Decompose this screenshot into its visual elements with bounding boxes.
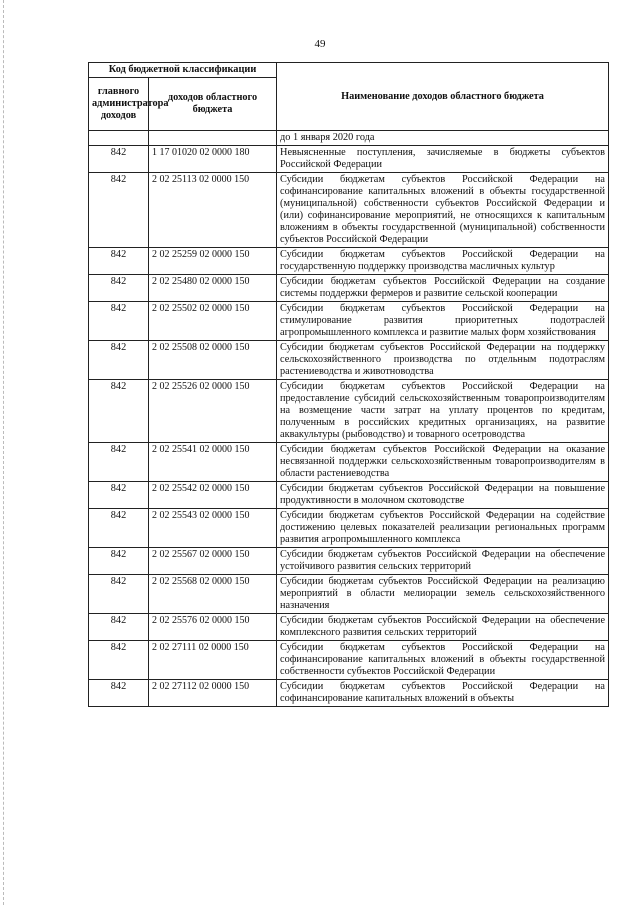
name-column-header: Наименование доходов областного бюджета: [277, 63, 609, 131]
income-name-cell: Субсидии бюджетам субъектов Российской Федерации на создание системы поддержки фермеров и развитие сельской кооперации: [277, 275, 609, 302]
admin-code-cell: 842: [89, 275, 149, 302]
admin-code-cell: 842: [89, 614, 149, 641]
scan-edge: [0, 0, 4, 905]
budget-classification-table: [88, 62, 609, 707]
admin-code-cell: 842: [89, 302, 149, 341]
income-code-cell: 2 02 25480 02 0000 150: [149, 275, 277, 302]
table-row: [89, 173, 609, 248]
income-code-cell: 2 02 25568 02 0000 150: [149, 575, 277, 614]
income-name-cell: Субсидии бюджетам субъектов Российской Федерации на софинансирование капитальных вложений в объекты государственной (муниципальной) собственности субъектов Российской Федерации и (или) софинансирование мероприятий, не относящихся к капитальным вложениям в объекты государственной (муниципальной) собственности субъектов Российской Федерации: [277, 173, 609, 248]
table-row: [89, 380, 609, 443]
income-name-cell: Субсидии бюджетам субъектов Российской Федерации на поддержку сельскохозяйственного производства по отдельным подотраслям растениеводства и животноводства: [277, 341, 609, 380]
table-row: [89, 302, 609, 341]
income-code-cell: 2 02 27112 02 0000 150: [149, 680, 277, 707]
admin-column-header: главного администратора доходов: [89, 78, 149, 131]
admin-code-cell: 842: [89, 680, 149, 707]
income-code-cell: 2 02 25567 02 0000 150: [149, 548, 277, 575]
table-row: [89, 509, 609, 548]
income-name-cell: Субсидии бюджетам субъектов Российской Федерации на обеспечение устойчивого развития сельских территорий: [277, 548, 609, 575]
continuation-admin-cell: [89, 131, 149, 146]
continuation-text: до 1 января 2020 года: [277, 131, 609, 146]
table-row: [89, 275, 609, 302]
income-code-cell: 2 02 25502 02 0000 150: [149, 302, 277, 341]
table-row: [89, 641, 609, 680]
income-code-cell: 1 17 01020 02 0000 180: [149, 146, 277, 173]
table-row: [89, 443, 609, 482]
income-name-cell: Субсидии бюджетам субъектов Российской Федерации на предоставление субсидий сельскохозяйственным товаропроизводителям на возмещение части затрат на уплату процентов по кредитам, полученным в российских кредитных организациях, на развитие аквакультуры (рыбоводство) и товарного осетроводства: [277, 380, 609, 443]
income-code-cell: 2 02 25526 02 0000 150: [149, 380, 277, 443]
income-name-cell: Субсидии бюджетам субъектов Российской Федерации на обеспечение комплексного развития сельских территорий: [277, 614, 609, 641]
admin-code-cell: 842: [89, 248, 149, 275]
income-code-cell: 2 02 25508 02 0000 150: [149, 341, 277, 380]
admin-code-cell: 842: [89, 380, 149, 443]
admin-code-cell: 842: [89, 509, 149, 548]
table-row: [89, 680, 609, 707]
income-name-cell: Субсидии бюджетам субъектов Российской Федерации на софинансирование капитальных вложений в объекты: [277, 680, 609, 707]
table-row: [89, 614, 609, 641]
income-code-cell: 2 02 25542 02 0000 150: [149, 482, 277, 509]
table-row: [89, 482, 609, 509]
income-code-cell: 2 02 27111 02 0000 150: [149, 641, 277, 680]
admin-code-cell: 842: [89, 641, 149, 680]
table-row: [89, 248, 609, 275]
income-code-cell: 2 02 25576 02 0000 150: [149, 614, 277, 641]
income-name-cell: Невыясненные поступления, зачисляемые в бюджеты субъектов Российской Федерации: [277, 146, 609, 173]
income-name-cell: Субсидии бюджетам субъектов Российской Федерации на государственную поддержку производства масличных культур: [277, 248, 609, 275]
code-group-header: Код бюджетной классификации: [89, 63, 277, 78]
table-row: [89, 575, 609, 614]
table-row: [89, 548, 609, 575]
income-column-header: доходов областного бюджета: [149, 78, 277, 131]
continuation-row: [89, 131, 609, 146]
income-name-cell: Субсидии бюджетам субъектов Российской Федерации на стимулирование развития приоритетных подотраслей агропромышленного комплекса и развитие малых форм хозяйствования: [277, 302, 609, 341]
income-code-cell: 2 02 25259 02 0000 150: [149, 248, 277, 275]
income-name-cell: Субсидии бюджетам субъектов Российской Федерации на повышение продуктивности в молочном скотоводстве: [277, 482, 609, 509]
admin-code-cell: 842: [89, 548, 149, 575]
income-name-cell: Субсидии бюджетам субъектов Российской Федерации на оказание несвязанной поддержки сельскохозяйственным товаропроизводителям в области растениеводства: [277, 443, 609, 482]
income-name-cell: Субсидии бюджетам субъектов Российской Федерации на содействие достижению целевых показателей реализации региональных программ развития агропромышленного комплекса: [277, 509, 609, 548]
admin-code-cell: 842: [89, 146, 149, 173]
income-code-cell: 2 02 25113 02 0000 150: [149, 173, 277, 248]
income-code-cell: 2 02 25543 02 0000 150: [149, 509, 277, 548]
continuation-code-cell: [149, 131, 277, 146]
table-row: [89, 341, 609, 380]
admin-code-cell: 842: [89, 341, 149, 380]
admin-code-cell: 842: [89, 482, 149, 509]
admin-code-cell: 842: [89, 575, 149, 614]
table-row: [89, 146, 609, 173]
income-name-cell: Субсидии бюджетам субъектов Российской Федерации на реализацию мероприятий в области мелиорации земель сельскохозяйственного назначения: [277, 575, 609, 614]
admin-code-cell: 842: [89, 173, 149, 248]
income-name-cell: Субсидии бюджетам субъектов Российской Федерации на софинансирование капитальных вложений в объекты государственной собственности субъектов Российской Федерации: [277, 641, 609, 680]
admin-code-cell: 842: [89, 443, 149, 482]
income-code-cell: 2 02 25541 02 0000 150: [149, 443, 277, 482]
page-number: 49: [314, 38, 326, 50]
